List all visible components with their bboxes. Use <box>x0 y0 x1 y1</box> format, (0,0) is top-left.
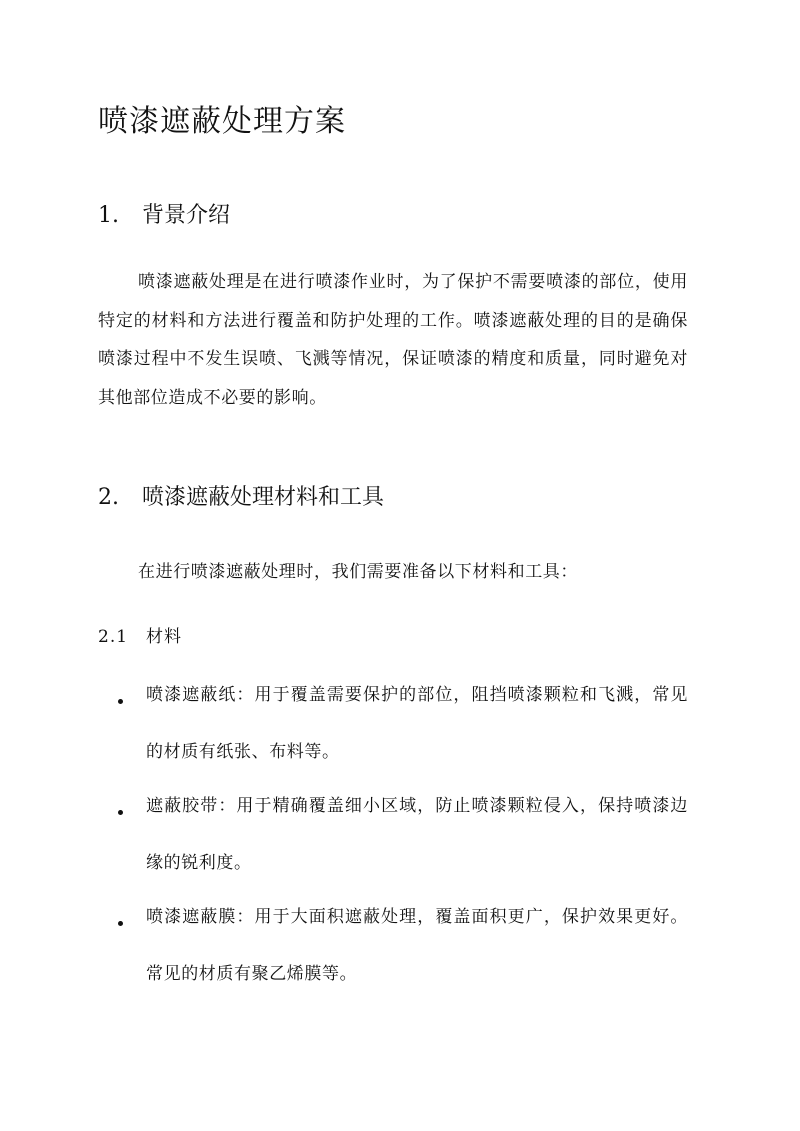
subsection-title: 材料 <box>146 627 182 647</box>
list-item-text: 喷漆遮蔽纸：用于覆盖需要保护的部位，阻挡喷漆颗粒和飞溅，常见的材质有纸张、布料等。 <box>146 685 688 762</box>
section-title: 背景介绍 <box>142 203 231 228</box>
list-item <box>118 908 688 1022</box>
section-title: 喷漆遮蔽处理材料和工具 <box>142 485 385 510</box>
subsection-heading-materials <box>98 622 182 647</box>
section-heading-background <box>98 198 230 229</box>
section-number: 1. <box>98 203 119 228</box>
document-title: 喷漆遮蔽处理方案 <box>98 104 346 139</box>
section-number: 2. <box>98 485 119 510</box>
section-heading-materials-tools <box>98 480 384 511</box>
materials-intro-paragraph: 在进行喷漆遮蔽处理时，我们需要准备以下材料和工具： <box>138 562 578 582</box>
subsection-number: 2.1 <box>98 627 129 647</box>
list-item-text: 遮蔽胶带：用于精确覆盖细小区域，防止喷漆颗粒侵入，保持喷漆边缘的锐利度。 <box>146 796 688 873</box>
background-paragraph: 喷漆遮蔽处理是在进行喷漆作业时，为了保护不需要喷漆的部位，使用特定的材料和方法进行覆盖和防护处理的工作。喷漆遮蔽处理的目的是确保喷漆过程中不发生误喷、飞溅等情况，保证喷漆的精度和质量，同时避免对其他部位造成不必要的影响。 <box>98 272 688 408</box>
list-item-text: 喷漆遮蔽膜：用于大面积遮蔽处理，覆盖面积更广，保护效果更好。常见的材质有聚乙烯膜等。 <box>146 907 688 984</box>
